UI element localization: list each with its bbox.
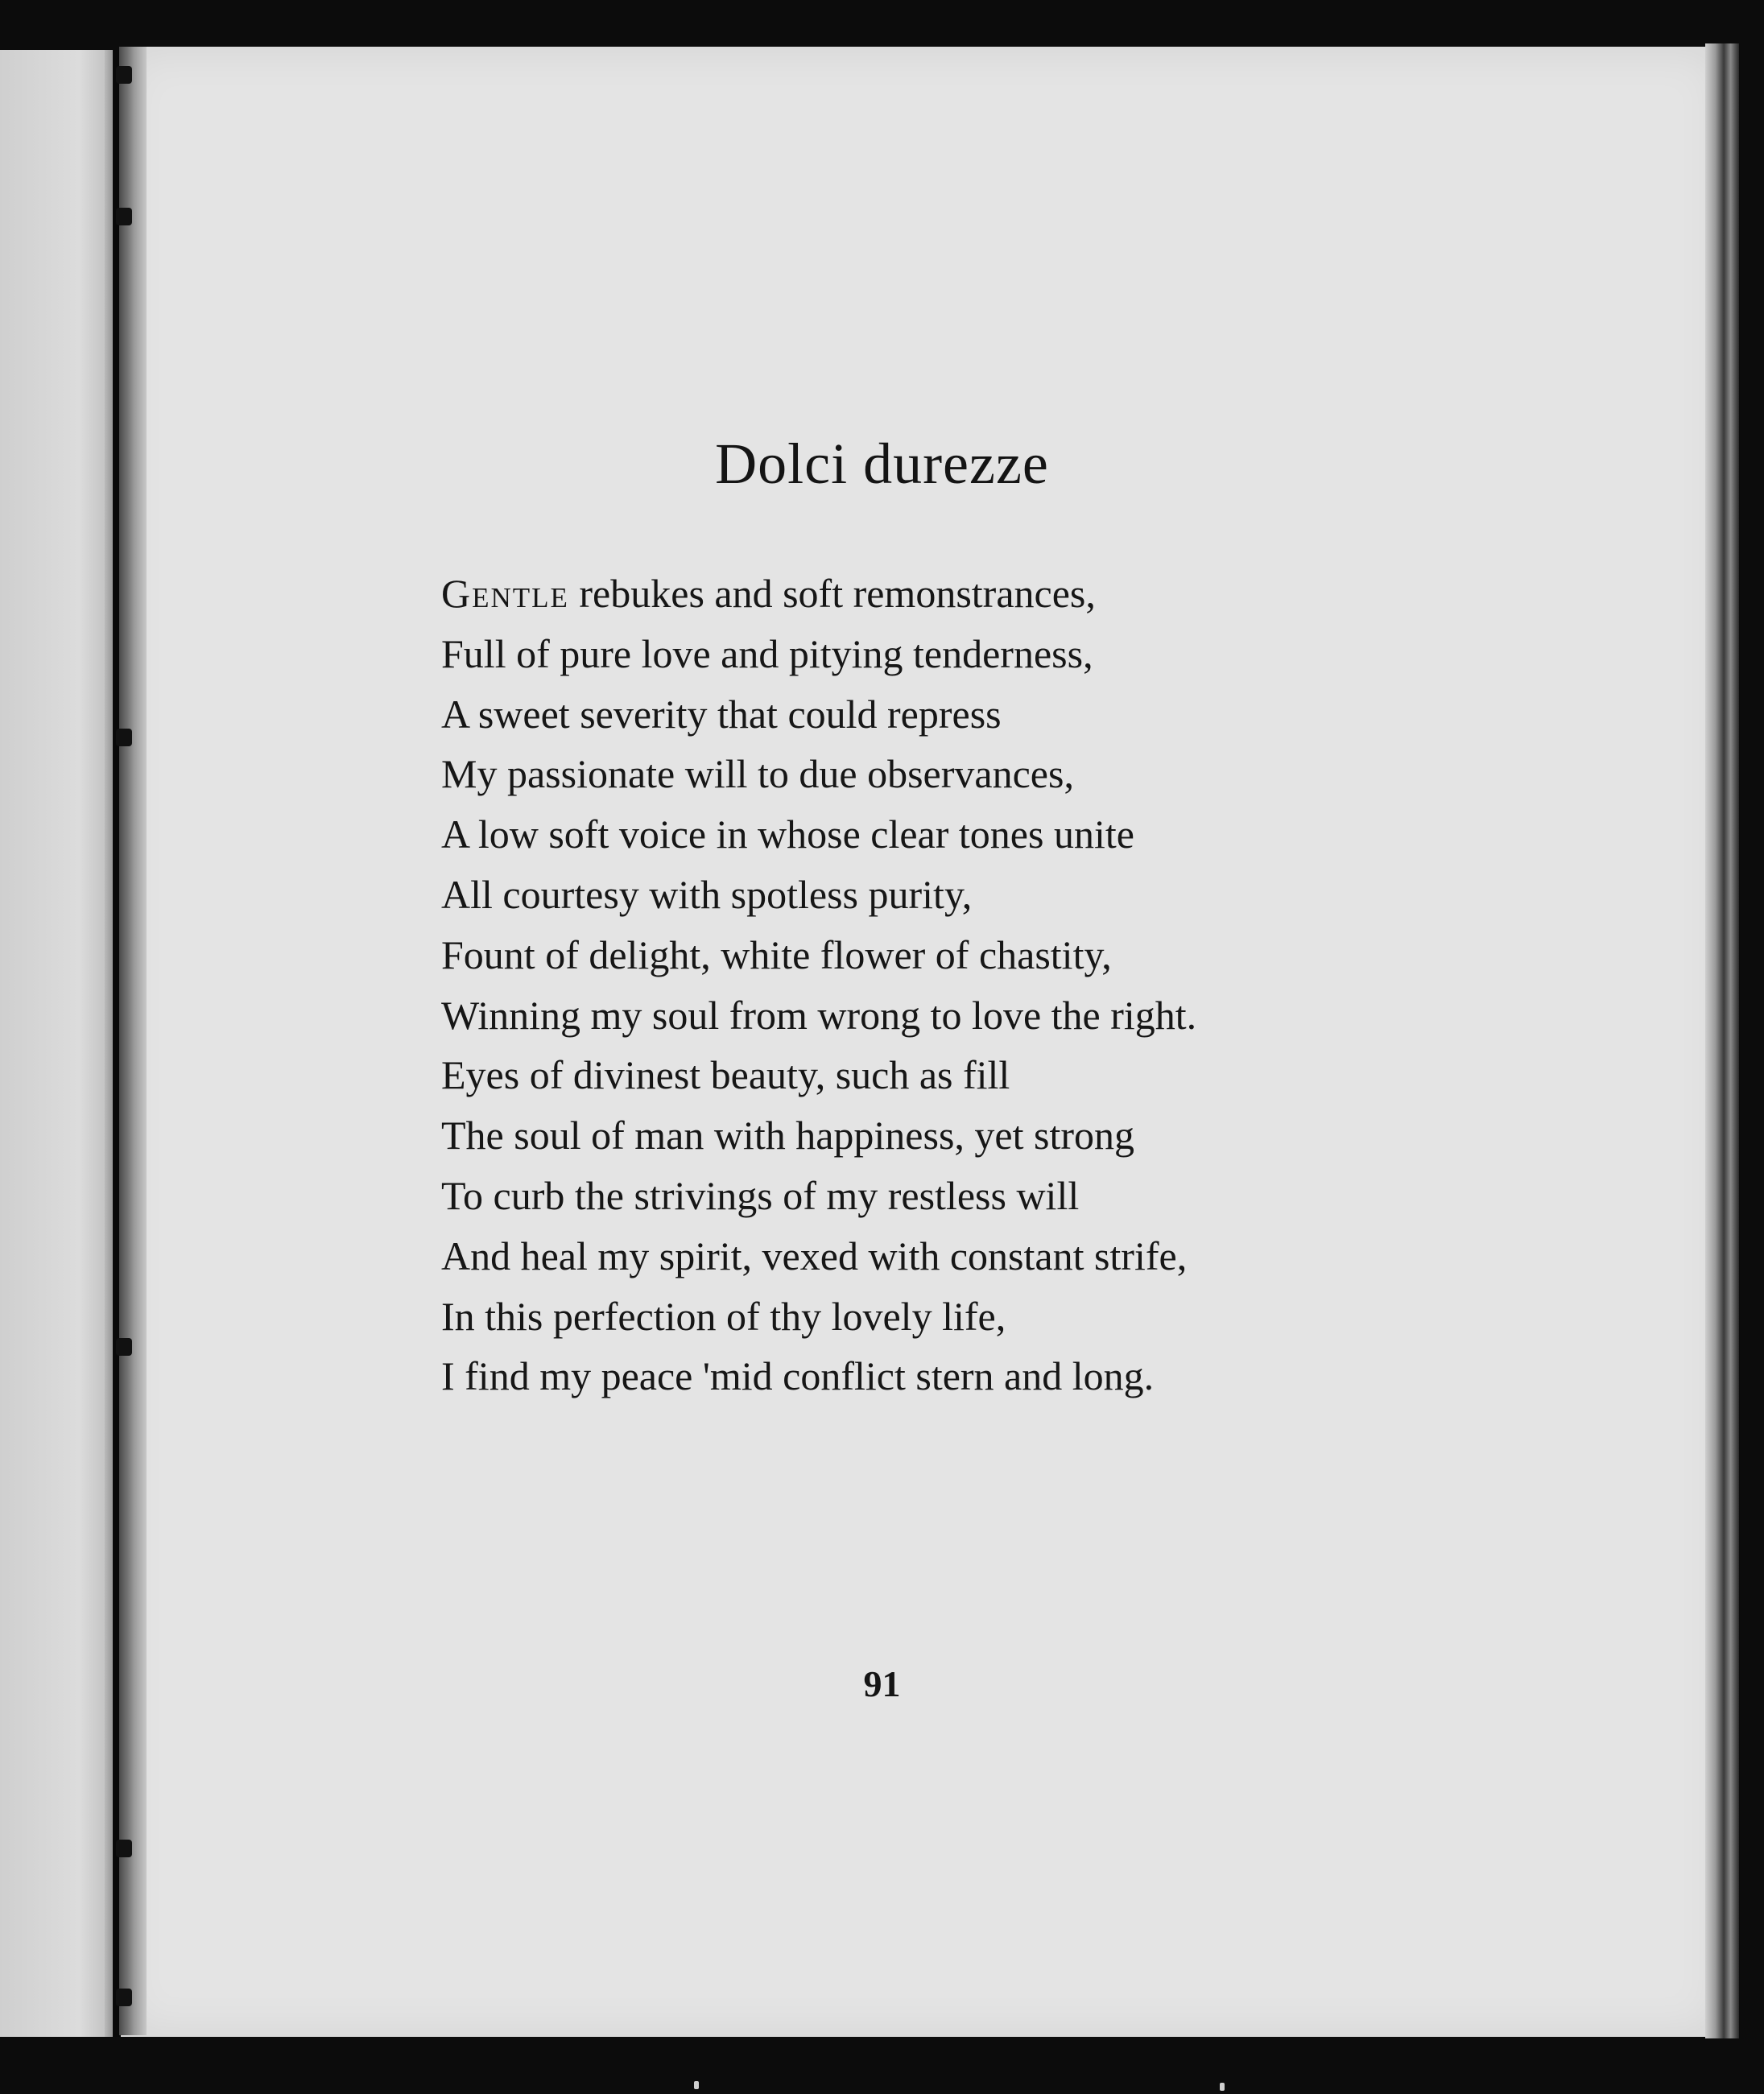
poem-line: To curb the strivings of my restless will	[441, 1172, 1080, 1218]
facing-page-edge	[0, 50, 113, 2037]
poem-line: A low soft voice in whose clear tones unite	[441, 812, 1134, 857]
poem-line-rest: rebukes and soft remonstrances,	[568, 571, 1096, 616]
poem-body	[441, 564, 1456, 1406]
binding-stitch-mark	[116, 66, 132, 84]
binding-stitch-mark	[116, 729, 132, 746]
binding-stitch-mark	[116, 1338, 132, 1356]
binding-stitch-mark	[116, 1989, 132, 2006]
dust-speck	[1220, 2083, 1225, 2091]
poem-line: A sweet severity that could repress	[441, 691, 1002, 737]
binding-stitch-mark	[116, 1840, 132, 1857]
poem-line-lead: Gentle	[441, 571, 569, 616]
poem-line: The soul of man with happiness, yet strong	[441, 1113, 1134, 1159]
poem-line: All courtesy with spotless purity,	[441, 871, 973, 917]
binding-gutter	[119, 47, 147, 2035]
poem-title: Dolci durezze	[715, 432, 1049, 496]
poem-line	[441, 564, 1456, 624]
poem-line: My passionate will to due observances,	[441, 751, 1074, 797]
book-block-edge	[1705, 43, 1739, 2038]
poem-line: And heal my spirit, vexed with constant strife,	[441, 1233, 1188, 1278]
page-number: 91	[863, 1663, 901, 1704]
poem-line: Eyes of divinest beauty, such as fill	[441, 1052, 1010, 1098]
poem-line: I find my peace 'mid conflict stern and long.	[441, 1353, 1155, 1399]
poem-line: Fount of delight, white flower of chastity,	[441, 931, 1112, 977]
poem-line: Full of pure love and pitying tenderness,	[441, 630, 1093, 676]
poem-line: In this perfection of thy lovely life,	[441, 1293, 1006, 1339]
poem-line: Winning my soul from wrong to love the right.	[441, 992, 1197, 1038]
binding-stitch-mark	[116, 208, 132, 225]
facing-page-shadow	[105, 50, 121, 2037]
dust-speck	[694, 2081, 699, 2089]
